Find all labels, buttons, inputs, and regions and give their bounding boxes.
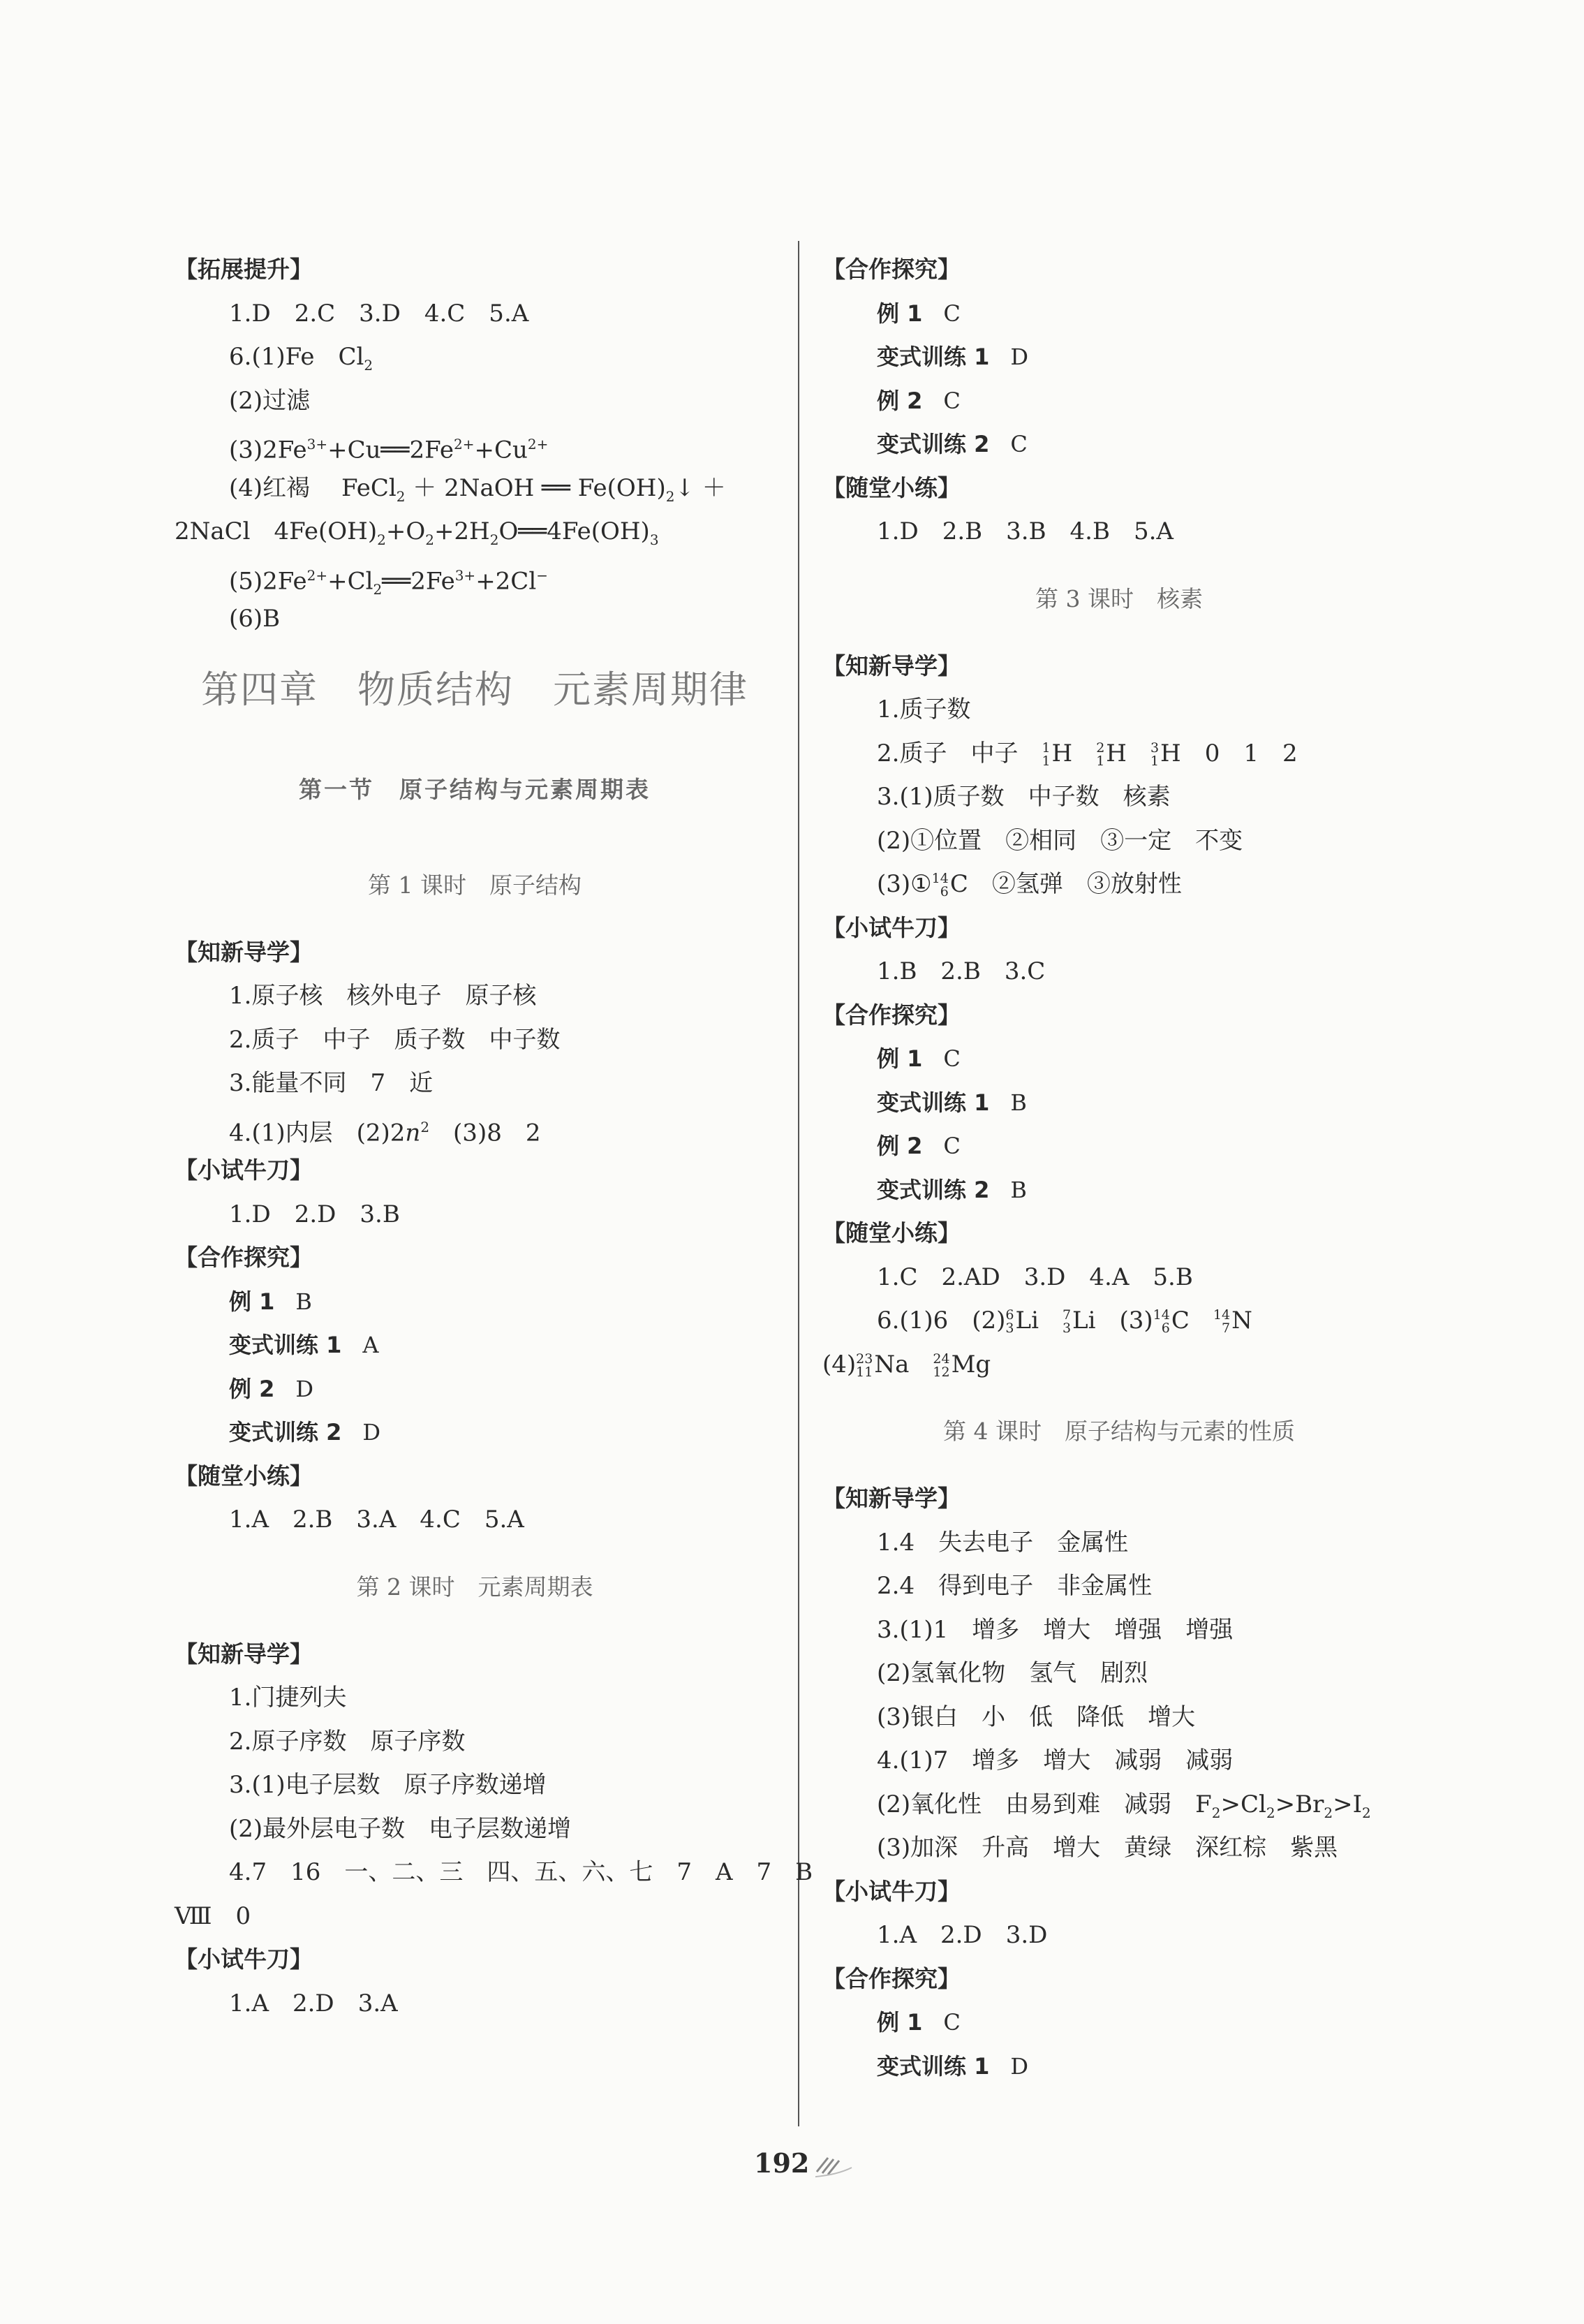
answer-line: 6.(1)Fe $Cl_2$ [229,343,373,374]
heading-hezuo: 【合作探究】 [822,1001,961,1029]
answer-line: (2)过滤 [229,386,311,415]
example-line: 例 1 C [877,1045,961,1072]
answer-line: 2.质子 中子 质子数 中子数 [229,1025,561,1054]
chapter-title: 第四章 物质结构 元素周期律 [201,667,748,712]
lesson-title: 第 3 课时 核素 [1035,584,1203,612]
heading-xiaoshi: 【小试牛刀】 [822,1877,961,1905]
variant-line: 变式训练 1 A [229,1332,379,1358]
lesson-title: 第 2 课时 元素周期表 [356,1573,593,1601]
answer-line: 1.A 2.D 3.A [229,1989,398,2017]
heading-xiaoshi: 【小试牛刀】 [175,1156,313,1184]
heading-suitang: 【随堂小练】 [175,1462,313,1490]
example-line: 例 2 D [229,1375,314,1402]
section-title: 第一节 原子结构与元素周期表 [299,775,651,803]
answer-line: (3)① 14 6 C ②氢弹 ③放射性 [877,870,1182,899]
answer-line: 1.A 2.B 3.A 4.C 5.A [229,1506,524,1534]
example-line: 例 1 C [877,2009,961,2036]
answer-line: 1.A 2.D 3.D [877,1921,1048,1949]
answer-line: 3.能量不同 7 近 [229,1069,434,1097]
heading-hezuo: 【合作探究】 [822,256,961,283]
heading-suitang: 【随堂小练】 [822,473,961,501]
page-number: 192 [754,2147,810,2179]
variant-line: 变式训练 2 B [877,1176,1027,1203]
example-line: 例 2 C [877,387,961,414]
answer-line: 1.D 2.D 3.B [229,1200,400,1228]
answer-line: 4.7 16 一、二、三 四、五、六、七 7 A 7 B [229,1858,813,1886]
answer-line: (3)银白 小 低 降低 增大 [877,1702,1196,1731]
answer-line: 1.D 2.B 3.B 4.B 5.A [877,517,1174,545]
answer-line: 2.原子序数 原子序数 [229,1727,466,1756]
answer-line: Ⅷ 0 [175,1902,251,1930]
heading-xiaoshi: 【小试牛刀】 [822,913,961,941]
variant-line: 变式训练 2 C [877,431,1028,457]
equation-line: 2NaCl $4Fe(OH)_2+O_2+2H_2O══4Fe(OH)_3$ [175,517,659,548]
heading-zhixin: 【知新导学】 [175,1640,313,1668]
heading-hezuo: 【合作探究】 [175,1244,313,1271]
isotope-line: 6.(1)6 (2) 6 3 Li 7 3 Li (3) 14 6 C 14 7 N [877,1307,1252,1336]
answer-line: (3)加深 升高 增大 黄绿 深红棕 紫黑 [877,1834,1338,1862]
answer-line: 2.4 得到电子 非金属性 [877,1572,1153,1600]
answer-line: 1.B 2.B 3.C [877,957,1046,985]
answer-line: 1.质子数 [877,696,971,723]
answer-line: (2)氢氧化物 氢气 剧烈 [877,1659,1148,1687]
isotope-line: (4) 23 11 Na 24 12 Mg [822,1350,991,1380]
answer-line: 1.D 2.C 3.D 4.C 5.A [229,299,529,328]
heading-zhixin: 【知新导学】 [822,1485,961,1512]
equation-line: $(3)2Fe^{3+}+Cu══2Fe^{2+}+Cu^{2+}$ [229,436,549,464]
answer-line: 2.质子 中子 1 1 H 2 1 H 3 1 H 0 1 2 [877,739,1298,769]
heading-suitang: 【随堂小练】 [822,1219,961,1246]
answer-line: 3.(1)1 增多 增大 增强 增强 [877,1615,1234,1644]
heading-zhixin: 【知新导学】 [822,652,961,679]
answer-line: 1.门捷列夫 [229,1684,347,1712]
answer-line: 3.(1)质子数 中子数 核素 [877,783,1171,811]
page-decoration-icon [815,2151,857,2179]
answer-line: (6)B [229,605,281,633]
example-line: 例 1 C [877,300,961,327]
example-line: 例 1 B [229,1288,312,1315]
answer-line: (2)最外层电子数 电子层数递增 [229,1814,572,1843]
variant-line: 变式训练 1 D [877,2052,1029,2080]
equation-line: (4)红褐 FeCl$_2$ ＋ 2NaOH ══ $Fe(OH)_2↓$ ＋ [229,473,726,505]
variant-line: 变式训练 2 D [229,1419,381,1446]
answer-line: (2)①位置 ②相同 ③一定 不变 [877,826,1243,855]
answer-line: 1.原子核 核外电子 原子核 [229,982,537,1010]
answer-line: 4.(1)7 增多 增大 减弱 减弱 [877,1746,1234,1774]
answer-line: 1.C 2.AD 3.D 4.A 5.B [877,1263,1193,1291]
heading-zhixin: 【知新导学】 [175,938,313,966]
variant-line: 变式训练 1 D [877,344,1029,370]
answer-line: 4.(1)内层 $(2)2n^2$ (3)8 2 [229,1118,541,1147]
answer-line: 3.(1)电子层数 原子序数递增 [229,1771,547,1799]
heading-tuozhan: 【拓展提升】 [175,256,313,283]
heading-hezuo: 【合作探究】 [822,1964,961,1992]
answer-line: (2)氧化性 由易到难 减弱 $F_2>Cl_2>Br_2>I_2$ [877,1790,1371,1821]
equation-line: $(5)2Fe^{2+}+Cl_2══2Fe^{3+}+2Cl^-$ [229,566,548,598]
example-line: 例 2 C [877,1133,961,1159]
variant-line: 变式训练 1 B [877,1089,1027,1116]
column-divider [798,241,799,2126]
answer-line: 1.4 失去电子 金属性 [877,1528,1129,1557]
right-column [822,248,1416,2088]
lesson-title: 第 1 课时 原子结构 [368,871,582,899]
heading-xiaoshi: 【小试牛刀】 [175,1946,313,1973]
lesson-title: 第 4 课时 原子结构与元素的性质 [943,1418,1295,1445]
left-column [175,248,813,2025]
